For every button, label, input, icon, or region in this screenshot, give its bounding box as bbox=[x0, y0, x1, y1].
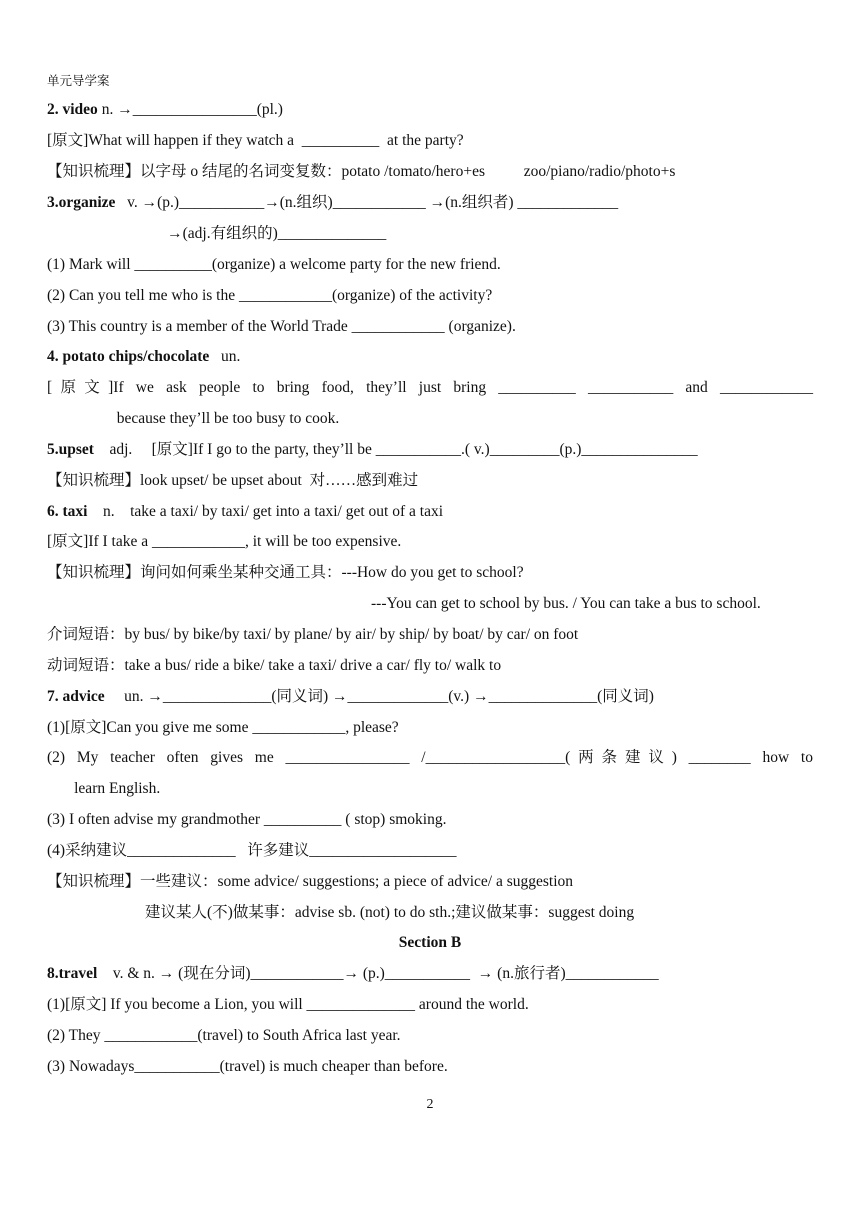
text-line-l23: learn English. bbox=[47, 780, 161, 797]
text-line-l22: (2) My teacher often gives me ________________ /__________________(两条建议) ________ how to bbox=[47, 749, 813, 766]
page-header: 单元导学案 bbox=[47, 74, 110, 88]
text-line-l06: (1) Mark will __________(organize) a welcome party for the new friend. bbox=[47, 256, 501, 273]
text-line-l32: (3) Nowadays___________(travel) is much cheaper than before. bbox=[47, 1058, 448, 1075]
text-line-l20: 7. advice un. →______________(同义词) →_____________(v.) →______________(同义词) bbox=[47, 688, 654, 705]
text-line-l02: [原文]What will happen if they watch a __________ at the party? bbox=[47, 132, 464, 149]
text-line-l24: (3) I often advise my grandmother __________ ( stop) smoking. bbox=[47, 811, 447, 828]
text-line-l21: (1)[原文]Can you give me some ____________, please? bbox=[47, 719, 399, 736]
text-line-l07: (2) Can you tell me who is the ____________(organize) of the activity? bbox=[47, 287, 493, 304]
text-line-l31: (2) They ____________(travel) to South Africa last year. bbox=[47, 1027, 401, 1044]
page-number: 2 bbox=[426, 1097, 434, 1112]
text-line-l27: 建议某人(不)做某事：advise sb. (not) to do sth.;建议做某事：suggest doing bbox=[145, 904, 635, 921]
text-line-l29: 8.travel v. & n. → (现在分词)____________→ (p.)___________ → (n.旅行者)____________ bbox=[47, 965, 659, 982]
text-line-l18: 介词短语：by bus/ by bike/by taxi/ by plane/ by air/ by ship/ by boat/ by car/ on foot bbox=[47, 626, 579, 643]
text-line-l08: (3) This country is a member of the World Trade ____________ (organize). bbox=[47, 318, 516, 335]
text-line-l04: 3.organize v. →(p.)___________→(n.组织)____________ →(n.组织者) _____________ bbox=[47, 194, 619, 211]
text-line-l05: →(adj.有组织的)______________ bbox=[47, 225, 387, 242]
text-line-l10: [原文]If we ask people to bring food, they’ll just bring __________ ___________ and ____________ bbox=[47, 379, 813, 396]
text-line-l30: (1)[原文] If you become a Lion, you will ______________ around the world. bbox=[47, 996, 529, 1013]
text-line-l14: 6. taxi n. take a taxi/ by taxi/ get into a taxi/ get out of a taxi bbox=[47, 503, 444, 520]
text-line-l11: because they’ll be too busy to cook. bbox=[47, 410, 340, 427]
text-line-l25: (4)采纳建议______________ 许多建议___________________ bbox=[47, 842, 457, 859]
text-line-l15: [原文]If I take a ____________, it will be too expensive. bbox=[47, 533, 402, 550]
text-line-l13: 【知识梳理】look upset/ be upset about 对……感到难过 bbox=[47, 472, 419, 489]
text-line-l12: 5.upset adj. [原文]If I go to the party, they’ll be ___________.( v.)_________(p.)_______________ bbox=[47, 441, 698, 458]
text-line-l01: 2. video n. →________________(pl.) bbox=[47, 101, 283, 118]
text-line-l16: 【知识梳理】询问如何乘坐某种交通工具：---How do you get to school? bbox=[47, 564, 524, 581]
text-line-l09: 4. potato chips/chocolate un. bbox=[47, 348, 241, 365]
text-line-l17: ---You can get to school by bus. / You can take a bus to school. bbox=[371, 595, 761, 612]
text-line-l26: 【知识梳理】一些建议：some advice/ suggestions; a piece of advice/ a suggestion bbox=[47, 873, 574, 890]
text-line-l19: 动词短语：take a bus/ ride a bike/ take a taxi/ drive a car/ fly to/ walk to bbox=[47, 657, 502, 674]
text-line-l28: Section B bbox=[398, 934, 462, 951]
text-line-l03: 【知识梳理】以字母 o 结尾的名词变复数：potato /tomato/hero+es zoo/piano/radio/photo+s bbox=[47, 163, 676, 180]
